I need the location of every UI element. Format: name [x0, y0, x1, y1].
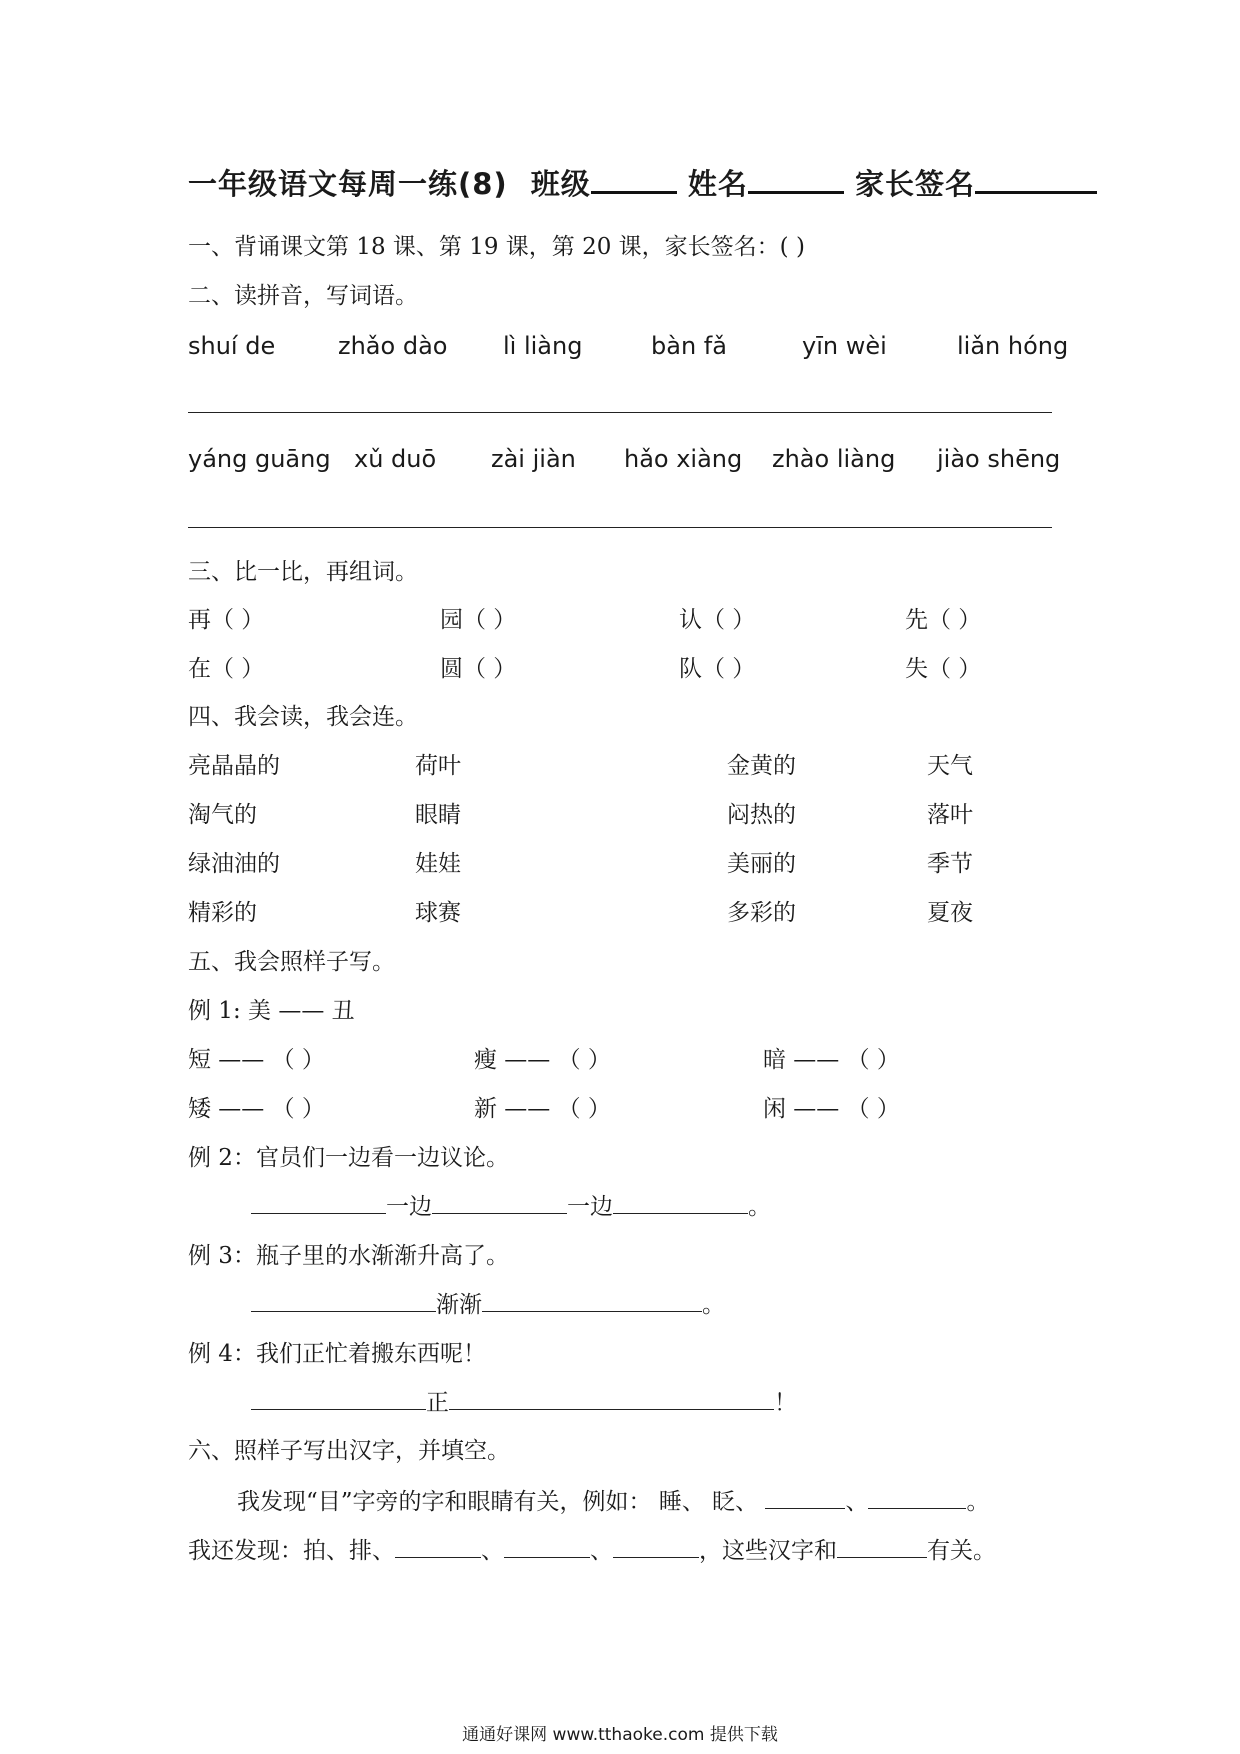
fill-punct: ！	[774, 1390, 797, 1416]
fill-blank[interactable]	[432, 1193, 567, 1214]
pinyin-1-6: liǎn hóng	[957, 332, 1069, 360]
pinyin-2-4: hǎo xiàng	[624, 445, 743, 473]
antonym-1-3[interactable]: 暗 —— （ ）	[763, 1047, 900, 1073]
s6-end: 有关。	[927, 1538, 996, 1564]
fill-blank[interactable]	[765, 1488, 845, 1509]
s6-sep: 、	[590, 1538, 613, 1564]
compare-1-3[interactable]: 认（ ）	[679, 607, 756, 633]
name-label: 姓名	[687, 167, 748, 201]
fill-blank[interactable]	[251, 1291, 436, 1312]
pinyin-1-4: bàn fǎ	[651, 332, 727, 360]
parent-signature-label: 家长签名	[855, 167, 976, 201]
section-5: 五、我会照样子写。	[188, 949, 395, 975]
s6-sep: 、	[845, 1489, 869, 1515]
match-col2-item[interactable]: 娃娃	[415, 851, 461, 877]
fill-blank[interactable]	[837, 1537, 927, 1558]
fill-blank[interactable]	[251, 1193, 386, 1214]
match-col1-item[interactable]: 淘气的	[188, 802, 257, 828]
match-col2-item[interactable]: 眼睛	[415, 802, 461, 828]
pinyin-2-1: yáng guāng	[188, 445, 331, 473]
section-6: 六、照样子写出汉字，并填空。	[188, 1438, 510, 1464]
s6-line-2	[188, 1532, 996, 1565]
fill-word: 渐渐	[436, 1292, 482, 1318]
example-2-fill	[251, 1188, 771, 1221]
match-col3-item[interactable]: 美丽的	[727, 851, 796, 877]
fill-blank[interactable]	[251, 1389, 426, 1410]
section-1: 一、背诵课文第 18 课、第 19 课，第 20 课，家长签名：( )	[188, 234, 805, 260]
pinyin-2-6: jiào shēng	[937, 445, 1061, 473]
antonym-2-3[interactable]: 闲 —— （ ）	[763, 1096, 900, 1122]
compare-2-4[interactable]: 失（ ）	[905, 656, 982, 682]
name-blank[interactable]	[748, 165, 844, 194]
example-1: 例 1: 美 —— 丑	[188, 998, 355, 1024]
example-3-fill	[251, 1286, 725, 1319]
s6-line-1	[237, 1483, 989, 1516]
match-col4-item[interactable]: 落叶	[927, 802, 973, 828]
s6-text: 我发现“目”字旁的字和眼睛有关，例如： 睡、 眨、	[237, 1489, 759, 1515]
match-col4-item[interactable]: 夏夜	[927, 900, 973, 926]
fill-punct: 。	[748, 1194, 771, 1220]
example-3: 例 3：瓶子里的水渐渐升高了。	[188, 1243, 509, 1269]
pinyin-2-3: zài jiàn	[491, 445, 576, 473]
pinyin-1-3: lì liàng	[503, 332, 583, 360]
section-2: 二、读拼音，写词语。	[188, 283, 418, 309]
match-col3-item[interactable]: 金黄的	[727, 753, 796, 779]
fill-word: 一边	[386, 1194, 432, 1220]
class-label: 班级	[530, 167, 591, 201]
pinyin-2-5: zhào liàng	[772, 445, 896, 473]
compare-1-1[interactable]: 再（ ）	[188, 607, 265, 633]
fill-word: 一边	[567, 1194, 613, 1220]
section-4: 四、我会读，我会连。	[188, 704, 418, 730]
worksheet-title	[188, 162, 1097, 203]
example-2: 例 2：官员们一边看一边议论。	[188, 1145, 509, 1171]
fill-blank[interactable]	[613, 1193, 748, 1214]
fill-blank[interactable]	[449, 1389, 774, 1410]
writing-line-2[interactable]	[188, 527, 1052, 528]
class-blank[interactable]	[591, 165, 677, 194]
fill-blank[interactable]	[395, 1537, 481, 1558]
parent-signature-blank[interactable]	[975, 165, 1097, 194]
compare-1-4[interactable]: 先（ ）	[905, 607, 982, 633]
compare-1-2[interactable]: 园（ ）	[440, 607, 517, 633]
match-col4-item[interactable]: 天气	[927, 753, 973, 779]
compare-2-3[interactable]: 队（ ）	[679, 656, 756, 682]
compare-2-2[interactable]: 圆（ ）	[440, 656, 517, 682]
example-4-fill	[251, 1384, 797, 1417]
antonym-1-1[interactable]: 短 —— （ ）	[188, 1047, 325, 1073]
match-col3-item[interactable]: 多彩的	[727, 900, 796, 926]
s6-text: ，这些汉字和	[699, 1538, 837, 1564]
match-col1-item[interactable]: 精彩的	[188, 900, 257, 926]
fill-blank[interactable]	[868, 1488, 966, 1509]
pinyin-1-5: yīn wèi	[802, 332, 887, 360]
match-col4-item[interactable]: 季节	[927, 851, 973, 877]
writing-line-1[interactable]	[188, 412, 1052, 413]
antonym-2-2[interactable]: 新 —— （ ）	[474, 1096, 611, 1122]
footer-source: 通通好课网 www.tthaoke.com 提供下载	[462, 1725, 778, 1745]
match-col3-item[interactable]: 闷热的	[727, 802, 796, 828]
match-col1-item[interactable]: 绿油油的	[188, 851, 280, 877]
compare-2-1[interactable]: 在（ ）	[188, 656, 265, 682]
fill-punct: 。	[702, 1292, 725, 1318]
s6-end: 。	[966, 1489, 990, 1515]
match-col2-item[interactable]: 球赛	[415, 900, 461, 926]
section-3: 三、比一比，再组词。	[188, 559, 418, 585]
match-col2-item[interactable]: 荷叶	[415, 753, 461, 779]
pinyin-1-1: shuí de	[188, 332, 276, 360]
fill-blank[interactable]	[504, 1537, 590, 1558]
fill-blank[interactable]	[482, 1291, 702, 1312]
example-4: 例 4：我们正忙着搬东西呢！	[188, 1341, 486, 1367]
fill-blank[interactable]	[613, 1537, 699, 1558]
fill-word: 正	[426, 1390, 449, 1416]
pinyin-1-2: zhǎo dào	[338, 332, 448, 360]
pinyin-2-2: xǔ duō	[354, 445, 437, 473]
match-col1-item[interactable]: 亮晶晶的	[188, 753, 280, 779]
s6-sep: 、	[481, 1538, 504, 1564]
title-heading: 一年级语文每周一练(8)	[188, 167, 508, 201]
antonym-2-1[interactable]: 矮 —— （ ）	[188, 1096, 325, 1122]
antonym-1-2[interactable]: 瘦 —— （ ）	[474, 1047, 611, 1073]
s6-text: 我还发现：拍、排、	[188, 1538, 395, 1564]
